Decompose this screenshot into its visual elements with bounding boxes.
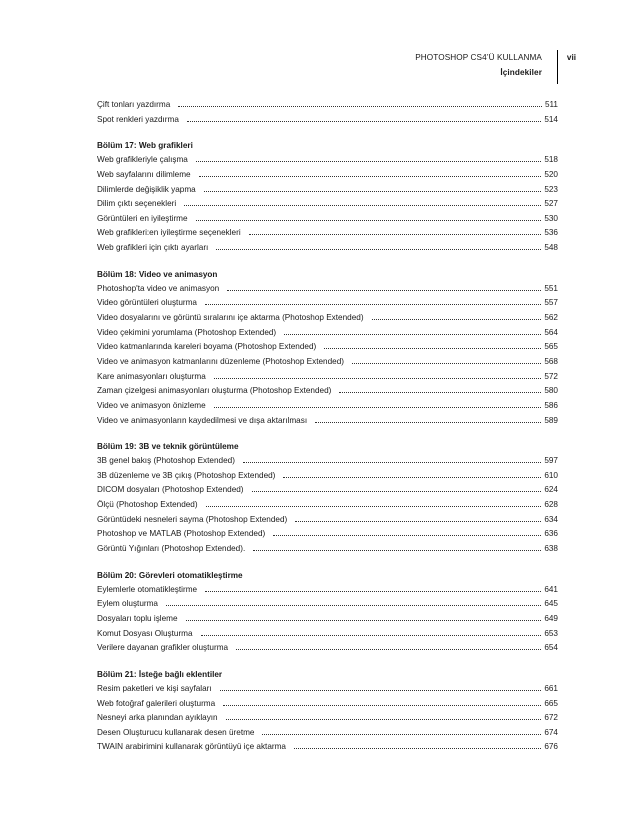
toc-entry[interactable] xyxy=(97,641,558,656)
toc-entry[interactable] xyxy=(97,168,558,183)
dot-leader xyxy=(236,649,541,650)
entry-page-number: 665 xyxy=(544,698,558,708)
entry-title: Verilere dayanan grafikler oluşturma xyxy=(97,643,229,653)
toc-entry[interactable] xyxy=(97,384,558,399)
dot-leader xyxy=(184,205,541,206)
toc-entry[interactable] xyxy=(97,542,558,557)
dot-leader xyxy=(226,719,542,720)
dot-leader xyxy=(227,290,541,291)
toc-entry[interactable] xyxy=(97,370,558,385)
toc-entry[interactable] xyxy=(97,711,558,726)
entry-page-number: 523 xyxy=(544,184,558,194)
toc-entry[interactable] xyxy=(97,414,558,429)
dot-leader xyxy=(206,506,542,507)
toc-entry[interactable] xyxy=(97,197,558,212)
dot-leader xyxy=(196,161,541,162)
dot-leader xyxy=(243,462,541,463)
entry-title: Dilimlerde değişiklik yapma xyxy=(97,184,196,194)
toc-entry[interactable] xyxy=(97,212,558,227)
dot-leader xyxy=(324,348,541,349)
dot-leader xyxy=(273,535,541,536)
entry-page-number: 672 xyxy=(544,713,558,723)
toc-entry[interactable] xyxy=(97,483,558,498)
entry-page-number: 586 xyxy=(544,400,558,410)
dot-leader xyxy=(205,304,541,305)
toc-entry[interactable] xyxy=(97,226,558,241)
entry-title: Video çekimini yorumlama (Photoshop Extended) xyxy=(97,327,277,337)
entry-title: Görüntü Yığınları (Photoshop Extended). xyxy=(97,544,246,554)
dot-leader xyxy=(223,705,541,706)
entry-page-number: 624 xyxy=(544,485,558,495)
toc-entry[interactable] xyxy=(97,583,558,598)
entry-page-number: 551 xyxy=(544,283,558,293)
table-of-contents xyxy=(97,98,558,755)
entry-title: Web grafikleriyle çalışma xyxy=(97,155,188,165)
section-title: İçindekiler xyxy=(500,68,542,77)
entry-title: Ölçü (Photoshop Extended) xyxy=(97,500,198,510)
entry-page-number: 557 xyxy=(544,298,558,308)
entry-page-number: 530 xyxy=(544,213,558,223)
dot-leader xyxy=(283,477,541,478)
dot-leader xyxy=(196,220,542,221)
dot-leader xyxy=(284,334,541,335)
dot-leader xyxy=(187,121,541,122)
header-divider xyxy=(557,50,558,84)
entry-title: Dosyaları toplu işleme xyxy=(97,613,178,623)
entry-page-number: 645 xyxy=(544,599,558,609)
entry-title: Nesneyi arka planından ayıklayın xyxy=(97,713,218,723)
header-text xyxy=(415,52,542,78)
toc-entry[interactable] xyxy=(97,597,558,612)
entry-page-number: 638 xyxy=(544,544,558,554)
toc-entry[interactable] xyxy=(97,282,558,297)
entry-title: Görüntüdeki nesneleri sayma (Photoshop Extended) xyxy=(97,514,288,524)
toc-entry[interactable] xyxy=(97,399,558,414)
entry-page-number: 565 xyxy=(544,342,558,352)
entry-page-number: 527 xyxy=(544,199,558,209)
entry-title: Görüntüleri en iyileştirme xyxy=(97,213,188,223)
toc-section xyxy=(97,667,558,755)
entry-page-number: 628 xyxy=(544,500,558,510)
toc-entry[interactable] xyxy=(97,340,558,355)
toc-entry[interactable] xyxy=(97,296,558,311)
entry-title: Photoshop ve MATLAB (Photoshop Extended) xyxy=(97,529,266,539)
entry-title: Desen Oluşturucu kullanarak desen üretme xyxy=(97,727,255,737)
entry-page-number: 520 xyxy=(544,169,558,179)
entry-title: Komut Dosyası Oluşturma xyxy=(97,628,193,638)
dot-leader xyxy=(252,491,542,492)
toc-entry[interactable] xyxy=(97,113,558,128)
toc-entry[interactable] xyxy=(97,98,558,113)
dot-leader xyxy=(352,363,541,364)
entry-page-number: 597 xyxy=(544,456,558,466)
entry-page-number: 536 xyxy=(544,228,558,238)
toc-entry[interactable] xyxy=(97,527,558,542)
toc-section xyxy=(97,98,558,127)
entry-title: Dilim çıktı seçenekleri xyxy=(97,199,177,209)
entry-page-number: 562 xyxy=(544,313,558,323)
entry-title: Eylemlerle otomatikleştirme xyxy=(97,584,198,594)
dot-leader xyxy=(214,407,542,408)
entry-page-number: 674 xyxy=(544,727,558,737)
entry-page-number: 653 xyxy=(544,628,558,638)
entry-title: Resim paketleri ve kişi sayfaları xyxy=(97,683,212,693)
dot-leader xyxy=(249,234,542,235)
entry-title: DICOM dosyaları (Photoshop Extended) xyxy=(97,485,244,495)
entry-title: 3B düzenleme ve 3B çıkış (Photoshop Extended) xyxy=(97,470,276,480)
toc-entry[interactable] xyxy=(97,740,558,755)
dot-leader xyxy=(186,620,542,621)
dot-leader xyxy=(372,319,542,320)
entry-title: Zaman çizelgesi animasyonları oluşturma (Photoshop Extended) xyxy=(97,386,332,396)
dot-leader xyxy=(199,176,542,177)
entry-page-number: 676 xyxy=(544,742,558,752)
chapter-heading[interactable]: Bölüm 17: Web grafikleri xyxy=(97,141,193,151)
dot-leader xyxy=(178,106,542,107)
entry-page-number: 572 xyxy=(544,371,558,381)
entry-title: Video ve animasyonların kaydedilmesi ve dışa aktarılması xyxy=(97,415,308,425)
running-header xyxy=(310,52,610,86)
toc-entry[interactable] xyxy=(97,153,558,168)
dot-leader xyxy=(253,550,541,551)
entry-page-number: 641 xyxy=(544,584,558,594)
dot-leader xyxy=(205,591,541,592)
toc-entry[interactable] xyxy=(97,454,558,469)
entry-title: Kare animasyonları oluşturma xyxy=(97,371,206,381)
dot-leader xyxy=(262,734,541,735)
dot-leader xyxy=(339,392,541,393)
toc-section xyxy=(97,138,558,255)
toc-entry[interactable] xyxy=(97,612,558,627)
book-title: PHOTOSHOP CS4’Ü KULLANMA xyxy=(415,53,542,62)
toc-section xyxy=(97,267,558,428)
entry-page-number: 564 xyxy=(544,327,558,337)
dot-leader xyxy=(216,249,541,250)
toc-entry[interactable] xyxy=(97,513,558,528)
entry-page-number: 649 xyxy=(544,613,558,623)
dot-leader xyxy=(214,378,542,379)
toc-entry[interactable] xyxy=(97,726,558,741)
entry-title: Video görüntüleri oluşturma xyxy=(97,298,197,308)
toc-entry[interactable] xyxy=(97,498,558,513)
toc-section xyxy=(97,568,558,656)
entry-title: Video ve animasyon katmanlarını düzenleme (Photoshop Extended) xyxy=(97,356,344,366)
entry-page-number: 636 xyxy=(544,529,558,539)
chapter-heading[interactable]: Bölüm 20: Görevleri otomatikleştirme xyxy=(97,570,243,580)
entry-page-number: 518 xyxy=(544,155,558,165)
page-number: vii xyxy=(566,53,576,62)
dot-leader xyxy=(315,422,541,423)
entry-title: Video ve animasyon önizleme xyxy=(97,400,206,410)
toc-entry[interactable] xyxy=(97,469,558,484)
toc-entry[interactable] xyxy=(97,682,558,697)
entry-page-number: 580 xyxy=(544,386,558,396)
entry-title: Web fotoğraf galerileri oluşturma xyxy=(97,698,216,708)
entry-title: Eylem oluşturma xyxy=(97,599,158,609)
dot-leader xyxy=(201,635,542,636)
entry-page-number: 568 xyxy=(544,356,558,366)
dot-leader xyxy=(294,748,541,749)
entry-title: Web sayfalarını dilimleme xyxy=(97,169,191,179)
entry-title: TWAIN arabirimini kullanarak görüntüyü içe aktarma xyxy=(97,742,286,752)
entry-title: Web grafikleri için çıktı ayarları xyxy=(97,243,209,253)
entry-page-number: 511 xyxy=(544,100,558,109)
entry-title: Çift tonları yazdırma xyxy=(97,100,171,109)
entry-page-number: 654 xyxy=(544,643,558,653)
toc-entry[interactable] xyxy=(97,326,558,341)
chapter-heading[interactable]: Bölüm 21: İsteğe bağlı eklentiler xyxy=(97,669,223,679)
toc-entry[interactable] xyxy=(97,697,558,712)
toc-entry[interactable] xyxy=(97,241,558,256)
dot-leader xyxy=(166,605,541,606)
entry-title: Photoshop'ta video ve animasyon xyxy=(97,283,220,293)
entry-title: Spot renkleri yazdırma xyxy=(97,114,179,124)
entry-page-number: 661 xyxy=(544,683,558,693)
entry-page-number: 634 xyxy=(544,514,558,524)
dot-leader xyxy=(220,690,542,691)
toc-entry[interactable] xyxy=(97,355,558,370)
dot-leader xyxy=(295,521,541,522)
toc-entry[interactable] xyxy=(97,311,558,326)
entry-page-number: 514 xyxy=(544,114,558,124)
entry-title: Web grafikleri:en iyileştirme seçenekleri xyxy=(97,228,241,238)
chapter-heading[interactable]: Bölüm 19: 3B ve teknik görüntüleme xyxy=(97,442,239,452)
entry-page-number: 548 xyxy=(544,243,558,253)
chapter-heading[interactable]: Bölüm 18: Video ve animasyon xyxy=(97,269,218,279)
toc-entry[interactable] xyxy=(97,627,558,642)
entry-page-number: 589 xyxy=(544,415,558,425)
entry-title: Video dosyalarını ve görüntü sıralarını içe aktarma (Photoshop Extended) xyxy=(97,313,364,323)
dot-leader xyxy=(204,191,542,192)
entry-title: Video katmanlarında kareleri boyama (Photoshop Extended) xyxy=(97,342,317,352)
toc-entry[interactable] xyxy=(97,183,558,198)
toc-section xyxy=(97,439,558,556)
entry-page-number: 610 xyxy=(544,470,558,480)
entry-title: 3B genel bakış (Photoshop Extended) xyxy=(97,456,235,466)
